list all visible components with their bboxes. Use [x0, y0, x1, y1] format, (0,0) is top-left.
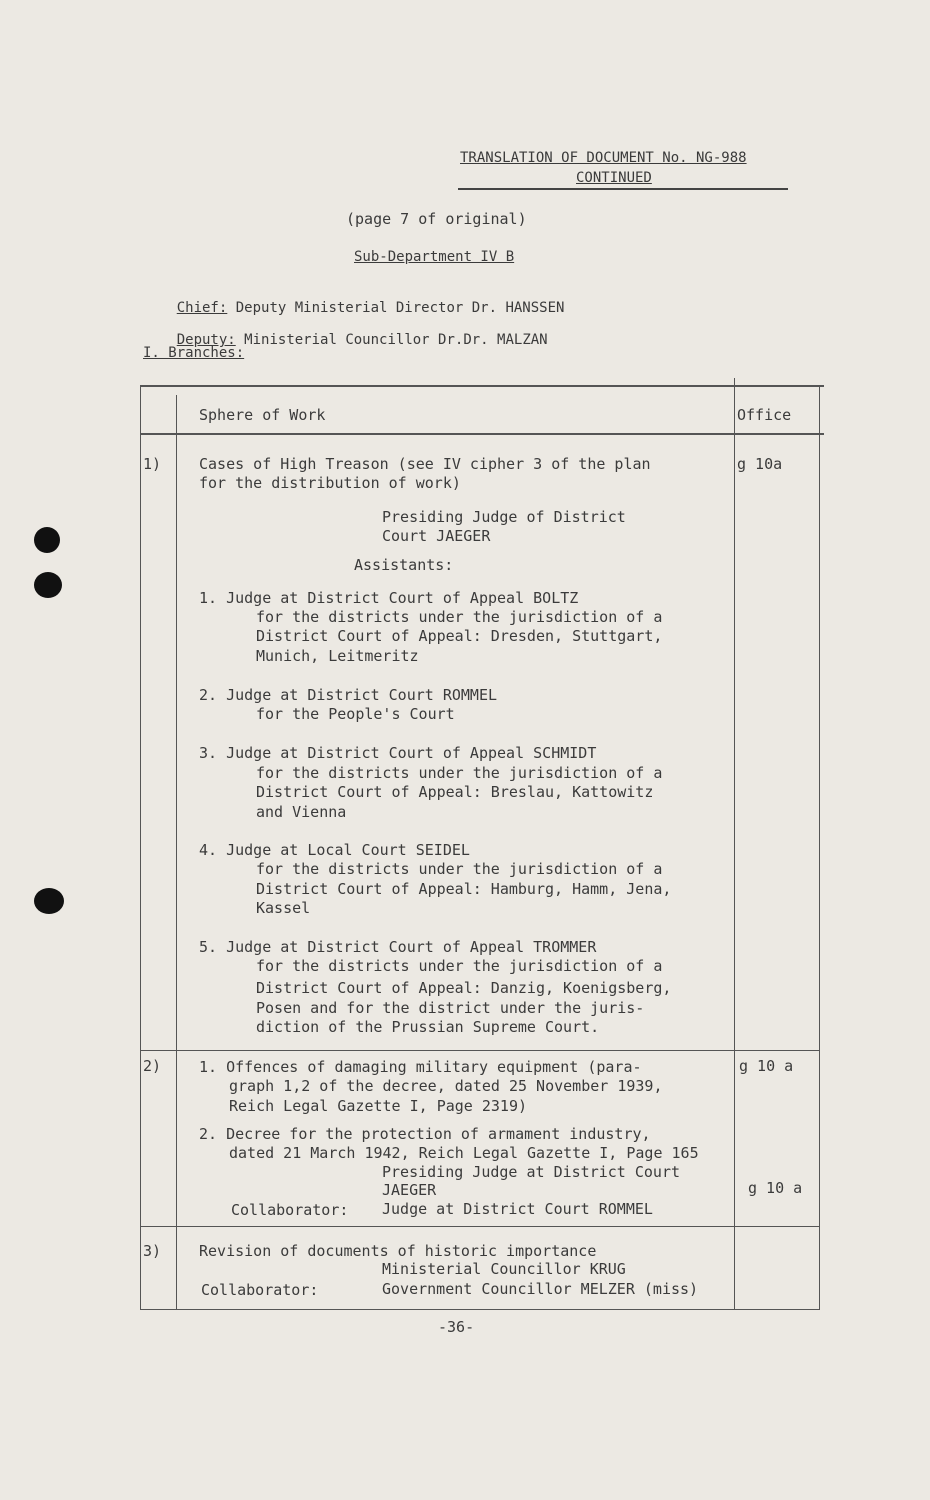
assistant-3-line-1: 3. Judge at District Court of Appeal SCHMIDT: [199, 744, 597, 762]
punch-hole-middle: [34, 572, 62, 598]
row1-line1: Cases of High Treason (see IV cipher 3 of the plan: [199, 455, 651, 473]
branches-heading: I. Branches:: [143, 345, 245, 361]
assistant-5-line-1: 5. Judge at District Court of Appeal TROMMER: [199, 938, 597, 956]
row3-line1: Revision of documents of historic importance: [199, 1242, 597, 1260]
row2-p2-line-2: dated 21 March 1942, Reich Legal Gazette I, Page 165: [229, 1144, 699, 1162]
column-header-sphere: Sphere of Work: [199, 406, 326, 424]
assistant-4-line-3: District Court of Appeal: Hamburg, Hamm, Jena,: [256, 880, 672, 898]
assistant-2-line-2: for the People's Court: [256, 705, 455, 723]
assistant-1-line-4: Munich, Leitmeritz: [256, 647, 419, 665]
assistant-4-line-1: 4. Judge at Local Court SEIDEL: [199, 841, 470, 859]
row2-office-2: g 10 a: [748, 1179, 803, 1197]
punch-hole-bottom: [34, 888, 64, 914]
row3-number: 3): [143, 1242, 162, 1260]
row2-presiding-1: Presiding Judge at District Court: [382, 1163, 681, 1181]
row2-presiding-2: JAEGER: [382, 1181, 437, 1199]
table-top-rule: [140, 385, 824, 387]
row2-p1-line-3: Reich Legal Gazette I, Page 2319): [229, 1097, 528, 1115]
assistant-3-line-2: for the districts under the jurisdiction of a: [256, 764, 663, 782]
column-header-office: Office: [737, 406, 792, 424]
row2-collaborator-value: Judge at District Court ROMMEL: [382, 1200, 653, 1218]
assistant-1-line-2: for the districts under the jurisdiction of a: [256, 608, 663, 626]
assistant-4-line-2: for the districts under the jurisdiction of a: [256, 860, 663, 878]
row2-p1-line-2: graph 1,2 of the decree, dated 25 November 1939,: [229, 1077, 663, 1095]
header-rule: [458, 188, 788, 190]
row1-presiding-2: Court JAEGER: [382, 527, 491, 545]
deputy-value: Ministerial Councillor Dr.Dr. MALZAN: [244, 332, 548, 348]
punch-hole-top: [34, 527, 60, 553]
assistant-3-line-4: and Vienna: [256, 803, 347, 821]
table-right-border: [819, 385, 820, 1309]
row1-office: g 10a: [737, 455, 783, 473]
row2-bottom-rule: [140, 1226, 820, 1227]
assistant-5-line-4: Posen and for the district under the juris-: [256, 999, 645, 1017]
row2-p1-line-1: 1. Offences of damaging military equipment (para-: [199, 1058, 642, 1076]
row1-assistants: Assistants:: [354, 556, 454, 574]
row1-line2: for the distribution of work): [199, 474, 461, 492]
assistant-1-line-1: 1. Judge at District Court of Appeal BOLTZ: [199, 589, 579, 607]
row3-collaborator-label: Collaborator:: [201, 1281, 319, 1299]
table-header-rule: [140, 433, 824, 435]
header-line-2: CONTINUED: [576, 170, 652, 186]
number-column-divider: [176, 395, 177, 1309]
chief-label: Chief:: [176, 300, 228, 316]
row1-bottom-rule: [140, 1050, 820, 1051]
assistant-5-line-2: for the districts under the jurisdiction of a: [256, 957, 663, 975]
assistant-2-line-1: 2. Judge at District Court ROMMEL: [199, 686, 498, 704]
table-bottom-rule: [140, 1309, 820, 1310]
deputy-label: Deputy:: [176, 332, 236, 348]
assistant-4-line-4: Kassel: [256, 899, 311, 917]
row1-number: 1): [143, 455, 162, 473]
page-reference: (page 7 of original): [346, 210, 527, 228]
row3-collaborator-value: Government Councillor MELZER (miss): [382, 1280, 699, 1298]
chief-value: Deputy Ministerial Director Dr. HANSSEN: [235, 300, 565, 316]
table-left-border: [140, 385, 141, 1309]
row2-p2-line-1: 2. Decree for the protection of armament industry,: [199, 1125, 651, 1143]
assistant-1-line-3: District Court of Appeal: Dresden, Stuttgart,: [256, 627, 663, 645]
row1-presiding-1: Presiding Judge of District: [382, 508, 626, 526]
office-column-divider: [734, 378, 735, 1309]
header-line-1: TRANSLATION OF DOCUMENT No. NG-988: [460, 150, 747, 166]
assistant-5-line-3: District Court of Appeal: Danzig, Koenigsberg,: [256, 979, 672, 997]
assistant-5-line-5: diction of the Prussian Supreme Court.: [256, 1018, 600, 1036]
page-number: -36-: [438, 1318, 475, 1336]
row3-line2: Ministerial Councillor KRUG: [382, 1260, 626, 1278]
sub-department-title: Sub-Department IV B: [354, 249, 515, 265]
assistant-3-line-3: District Court of Appeal: Breslau, Kattowitz: [256, 783, 654, 801]
row2-office-1: g 10 a: [739, 1057, 794, 1075]
row2-number: 2): [143, 1057, 162, 1075]
row2-collaborator-label: Collaborator:: [231, 1201, 349, 1219]
